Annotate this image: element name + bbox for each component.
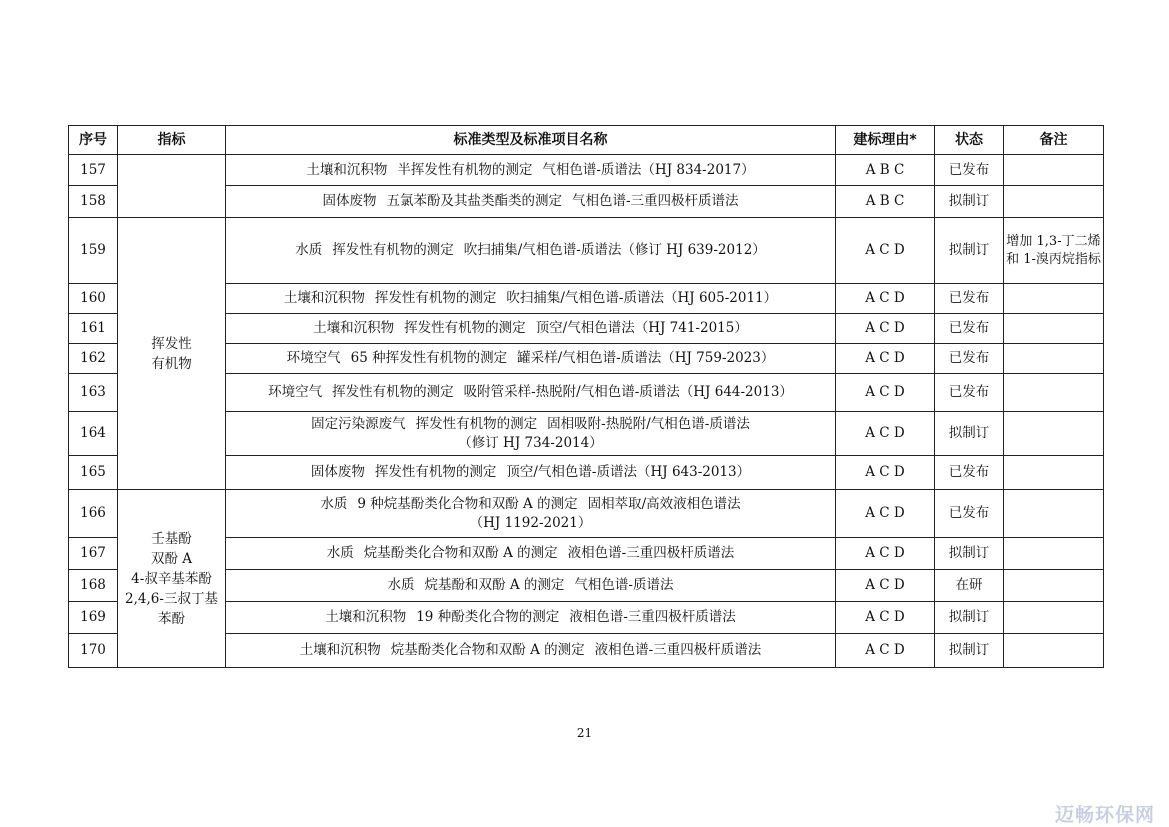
standard-name-part: 烷基酚类化合物和双酚 A 的测定	[390, 642, 585, 658]
seq-cell: 164	[69, 412, 118, 456]
reason-cell: A C D	[836, 412, 935, 456]
standard-name-line	[227, 495, 834, 514]
standard-name-part: 烷基酚类化合物和双酚 A 的测定	[363, 545, 558, 561]
indicator-line: 挥发性	[151, 335, 192, 352]
standard-name-part: 环境空气	[286, 350, 341, 366]
note-cell	[1004, 570, 1104, 602]
standard-name-part: 挥发性有机物的测定	[332, 242, 454, 258]
standard-name-line	[227, 415, 834, 434]
standard-name-part: 水质	[326, 545, 354, 561]
seq-cell: 161	[69, 314, 118, 344]
standard-name-part: 挥发性有机物的测定	[374, 464, 497, 480]
standard-name-part: 挥发性有机物的测定	[374, 290, 497, 306]
status-cell: 拟制订	[935, 634, 1004, 668]
standard-name-part: 固体废物	[322, 193, 377, 209]
reason-cell: A C D	[836, 570, 935, 602]
standard-name-part: 五氯苯酚及其盐类酯类的测定	[386, 193, 562, 209]
note-cell	[1004, 634, 1104, 668]
standard-name-part: 固相萃取/高效液相色谱法	[587, 495, 741, 512]
standard-name-cell	[226, 186, 836, 218]
standard-name-cell	[226, 570, 836, 602]
standard-name-line	[227, 192, 834, 211]
reason-cell: A C D	[836, 634, 935, 668]
seq-cell: 162	[69, 344, 118, 374]
status-cell: 在研	[935, 570, 1004, 602]
standard-name-line	[227, 241, 834, 260]
standard-name-line	[227, 289, 834, 308]
standard-name-cell	[226, 284, 836, 314]
reason-cell: A C D	[836, 344, 935, 374]
standard-name-line	[227, 319, 834, 338]
indicator-cell	[118, 490, 226, 668]
note-cell: 增加 1,3-丁二烯和 1-溴丙烷指标	[1004, 218, 1104, 284]
seq-cell: 169	[69, 602, 118, 634]
standard-name-part: 固定污染源废气	[311, 415, 406, 432]
standard-name-line	[227, 544, 834, 563]
seq-cell: 159	[69, 218, 118, 284]
watermark: 迈畅环保网	[1054, 804, 1155, 826]
seq-cell: 168	[69, 570, 118, 602]
status-cell: 已发布	[935, 344, 1004, 374]
reason-cell: A C D	[836, 490, 935, 538]
indicator-line: 壬基酚	[151, 530, 192, 547]
indicator-line: 2,4,6-三叔丁基	[125, 590, 218, 607]
standard-name-line	[227, 383, 834, 402]
seq-cell: 157	[69, 155, 118, 186]
status-cell: 拟制订	[935, 602, 1004, 634]
note-cell	[1004, 490, 1104, 538]
standard-name-part: 气相色谱-质谱法（HJ 834-2017）	[542, 161, 755, 178]
header-note: 备注	[1004, 126, 1104, 155]
table-row	[69, 155, 1104, 186]
standard-name-cell	[226, 490, 836, 538]
note-cell	[1004, 538, 1104, 570]
reason-cell: A B C	[836, 155, 935, 186]
standard-name-line	[227, 576, 834, 595]
status-cell: 拟制订	[935, 412, 1004, 456]
standard-name-line	[227, 349, 834, 368]
standard-name-line	[227, 608, 834, 627]
note-cell	[1004, 412, 1104, 456]
reason-cell: A C D	[836, 456, 935, 490]
status-cell: 已发布	[935, 155, 1004, 186]
seq-cell: 160	[69, 284, 118, 314]
standard-name-part: 顶空/气相色谱-质谱法（HJ 643-2013）	[506, 464, 751, 480]
standard-name-cell	[226, 412, 836, 456]
standard-name-part: 土壤和沉积物	[283, 290, 365, 306]
indicator-line: 双酚 A	[150, 550, 193, 567]
standard-name-cell	[226, 602, 836, 634]
reason-cell: A C D	[836, 374, 935, 412]
note-cell	[1004, 155, 1104, 186]
note-cell	[1004, 314, 1104, 344]
standard-name-part: 气相色谱-三重四极杆质谱法	[571, 193, 739, 209]
standard-name-part: 液相色谱-三重四极杆质谱法	[567, 545, 735, 561]
seq-cell: 166	[69, 490, 118, 538]
header-reason: 建标理由*	[836, 126, 935, 155]
header-status: 状态	[935, 126, 1004, 155]
standard-name-cell	[226, 314, 836, 344]
reason-cell: A C D	[836, 284, 935, 314]
standard-name-cell	[226, 374, 836, 412]
status-cell: 拟制订	[935, 538, 1004, 570]
header-seq: 序号	[69, 126, 118, 155]
reason-cell: A C D	[836, 314, 935, 344]
note-cell	[1004, 602, 1104, 634]
standard-name-part: 吹扫捕集/气相色谱-质谱法（修订 HJ 639-2012）	[463, 242, 766, 258]
reason-cell: A B C	[836, 186, 935, 218]
status-cell: 已发布	[935, 284, 1004, 314]
status-cell: 已发布	[935, 456, 1004, 490]
standard-name-part: 烷基酚和双酚 A 的测定	[424, 577, 565, 593]
standard-name-part: 土壤和沉积物	[306, 161, 388, 178]
standard-name-part: 固相吸附-热脱附/气相色谱-质谱法	[547, 415, 750, 432]
standard-name-cell	[226, 634, 836, 668]
standard-name-cell	[226, 155, 836, 186]
indicator-line: 苯酚	[158, 610, 185, 627]
standard-name-part: 液相色谱-三重四极杆质谱法	[594, 642, 762, 658]
note-cell	[1004, 284, 1104, 314]
reason-cell: A C D	[836, 602, 935, 634]
note-cell	[1004, 186, 1104, 218]
page-number: 21	[576, 726, 593, 740]
standard-name-part: 19 种酚类化合物的测定	[416, 609, 560, 625]
standard-name-part: 顶空/气相色谱法（HJ 741-2015）	[535, 320, 748, 336]
seq-cell: 167	[69, 538, 118, 570]
standard-name-cell	[226, 538, 836, 570]
standard-name-part: 罐采样/气相色谱-质谱法（HJ 759-2023）	[517, 350, 775, 366]
standard-name-part: 挥发性有机物的测定	[415, 415, 538, 432]
standard-name-part: 土壤和沉积物	[313, 320, 395, 336]
standard-name-part: 65 种挥发性有机物的测定	[350, 350, 508, 366]
standard-name-part: 半挥发性有机物的测定	[397, 161, 533, 178]
standard-name-cell	[226, 456, 836, 490]
header-standard: 标准类型及标准项目名称	[226, 126, 836, 155]
standard-name-part: 土壤和沉积物	[325, 609, 407, 625]
reason-cell: A C D	[836, 218, 935, 284]
note-cell	[1004, 374, 1104, 412]
status-cell: 已发布	[935, 490, 1004, 538]
standard-name-cell	[226, 218, 836, 284]
seq-cell: 163	[69, 374, 118, 412]
standard-name-part: 环境空气	[268, 384, 323, 400]
standard-name-line	[227, 641, 834, 660]
standard-name-part: 吹扫捕集/气相色谱-质谱法（HJ 605-2011）	[506, 290, 778, 306]
standard-name-line: （修订 HJ 734-2014）	[458, 434, 603, 451]
status-cell: 已发布	[935, 314, 1004, 344]
standard-name-part: 土壤和沉积物	[299, 642, 381, 658]
standard-name-part: 9 种烷基酚类化合物和双酚 A 的测定	[357, 495, 578, 512]
header-row	[69, 126, 1104, 155]
standard-name-part: 液相色谱-三重四极杆质谱法	[569, 609, 736, 625]
indicator-cell	[118, 155, 226, 218]
standard-name-part: 水质	[320, 495, 348, 512]
indicator-cell	[118, 218, 226, 490]
standard-name-part: 水质	[387, 577, 415, 593]
standard-name-part: 吸附管采样-热脱附/气相色谱-质谱法（HJ 644-2013）	[463, 384, 793, 400]
seq-cell: 165	[69, 456, 118, 490]
standard-name-part: 挥发性有机物的测定	[332, 384, 454, 400]
header-indicator: 指标	[118, 126, 226, 155]
status-cell: 拟制订	[935, 218, 1004, 284]
standard-name-part: 固体废物	[310, 464, 365, 480]
standard-name-part: 气相色谱-质谱法	[574, 577, 674, 593]
indicator-line: 4-叔辛基苯酚	[131, 570, 212, 587]
standard-name-part: 挥发性有机物的测定	[404, 320, 526, 336]
standard-name-part: 水质	[295, 242, 323, 258]
indicator-line: 有机物	[151, 355, 192, 372]
table-row	[69, 218, 1104, 284]
note-cell	[1004, 456, 1104, 490]
reason-cell: A C D	[836, 538, 935, 570]
table-body	[69, 155, 1104, 668]
standard-name-line: （HJ 1192-2021）	[469, 514, 592, 531]
table-row	[69, 490, 1104, 538]
seq-cell: 170	[69, 634, 118, 668]
standard-name-line	[227, 161, 834, 180]
standard-name-cell	[226, 344, 836, 374]
standard-name-line	[227, 463, 834, 482]
seq-cell: 158	[69, 186, 118, 218]
standards-table	[68, 125, 1104, 668]
status-cell: 拟制订	[935, 186, 1004, 218]
status-cell: 已发布	[935, 374, 1004, 412]
note-cell	[1004, 344, 1104, 374]
